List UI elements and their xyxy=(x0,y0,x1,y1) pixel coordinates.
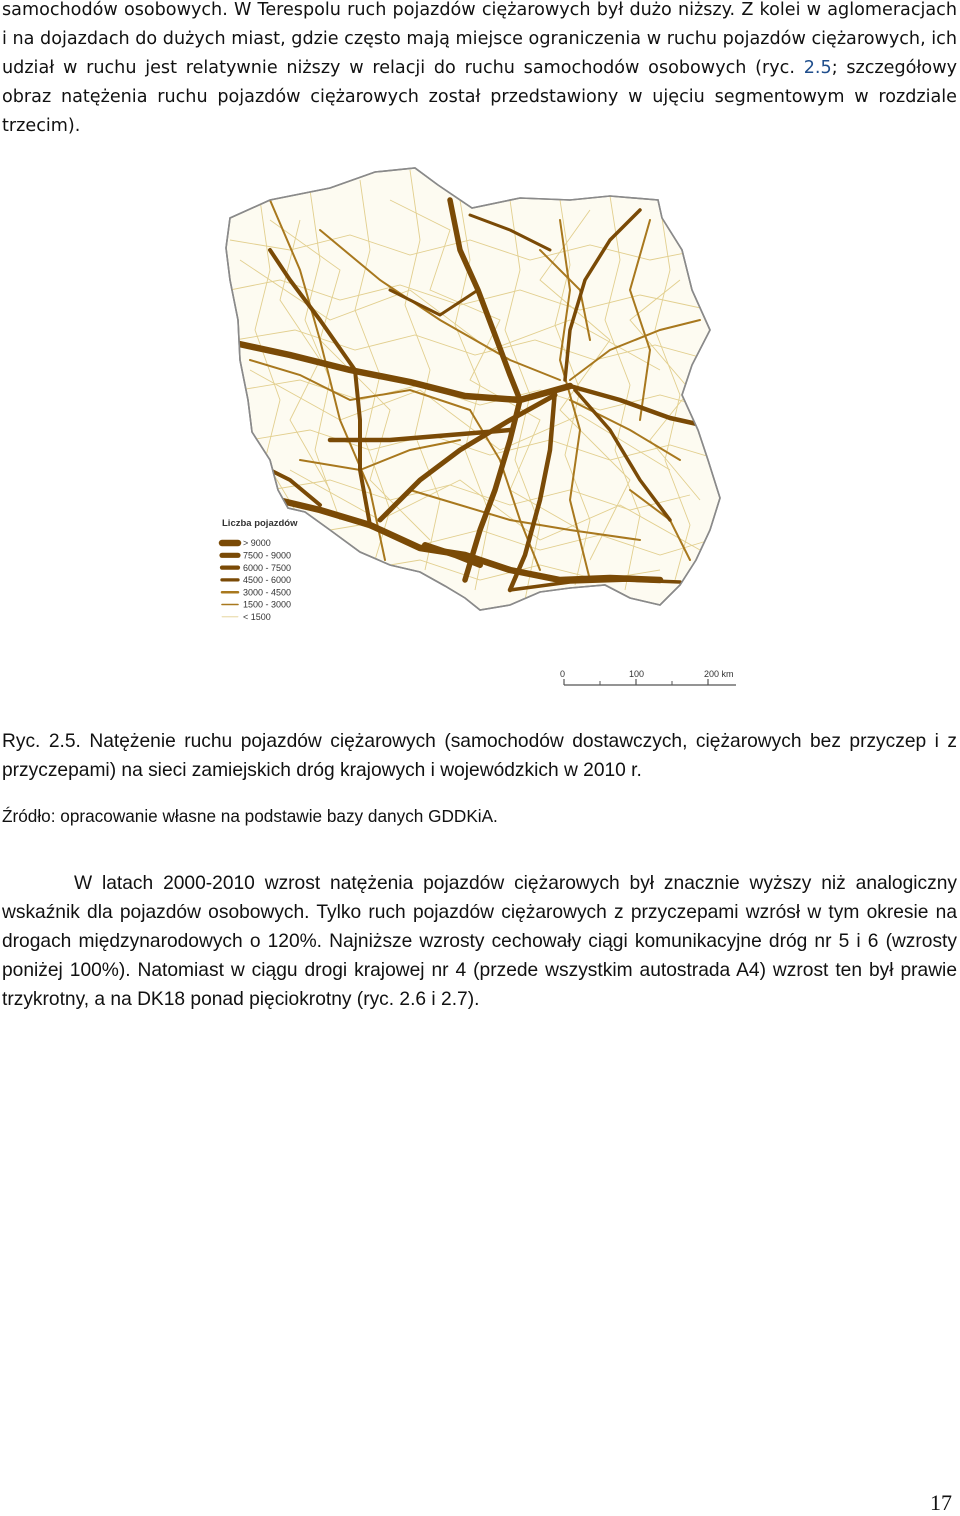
legend-title: Liczba pojazdów xyxy=(222,518,298,529)
legend-label-0: > 9000 xyxy=(243,538,271,549)
figure-caption: Ryc. 2.5. Natężenie ruchu pojazdów ciężarowych (samochodów dostawczych, ciężarowych bez przyczep i z przyczepami) na sieci zamiejskich dróg krajowych i wojewódzkich w 2010 r. xyxy=(2,731,957,781)
legend-label-3: 4500 - 6000 xyxy=(243,575,292,586)
intro-text-2: ; szczegółowy obraz natężenia ruchu pojazdów ciężarowych został przedstawiony w ujęciu segmentowym w rozdziale trzecim). xyxy=(2,58,957,136)
scale-label-100: 100 xyxy=(629,669,645,679)
legend-label-6: < 1500 xyxy=(243,612,271,622)
scale-label-0: 0 xyxy=(560,669,566,679)
map-legend xyxy=(222,518,298,622)
legend-label-4: 3000 - 4500 xyxy=(243,587,292,598)
legend-label-2: 6000 - 7500 xyxy=(243,562,292,573)
figure-source: Źródło: opracowanie własne na podstawie bazy danych GDDKiA. xyxy=(2,806,498,826)
scale-label-200: 200 km xyxy=(704,669,734,679)
intro-text-1: samochodów osobowych. W Terespolu ruch pojazdów ciężarowych był dużo niższy. Z kolei w aglomeracjach i na dojazdach do dużych miast, gdzie często mają miejsce ograniczenia w ruchu pojazdów ciężarowych, ich udział w ruchu jest relatywnie niższy w relacji do ruchu samochodów osobowych (ryc. xyxy=(2,0,957,78)
poland-road-map xyxy=(210,160,750,690)
intro-paragraph xyxy=(2,0,957,141)
scale-bar xyxy=(560,669,736,685)
traffic-map-figure xyxy=(210,160,750,690)
legend-label-1: 7500 - 9000 xyxy=(243,550,292,561)
body-paragraph: W latach 2000-2010 wzrost natężenia pojazdów ciężarowych był znacznie wyższy niż analogiczny wskaźnik dla pojazdów osobowych. Tylko ruch pojazdów ciężarowych z przyczepami wzrósł w tym okresie na drogach międzynarodowych o 120%. Najniższe wzrosty cechowały ciągi komunikacyjne dróg nr 5 i 6 (wzrosty poniżej 100%). Natomiast w ciągu drogi krajowej nr 4 (przede wszystkim autostrada A4) wzrost ten był prawie trzykrotny, a na DK18 ponad pięciokrotny (ryc. 2.6 i 2.7). xyxy=(2,873,957,1010)
figure-reference-link[interactable]: 2.5 xyxy=(803,58,832,78)
legend-label-5: 1500 - 3000 xyxy=(243,599,292,610)
page-number: 17 xyxy=(930,1490,952,1515)
